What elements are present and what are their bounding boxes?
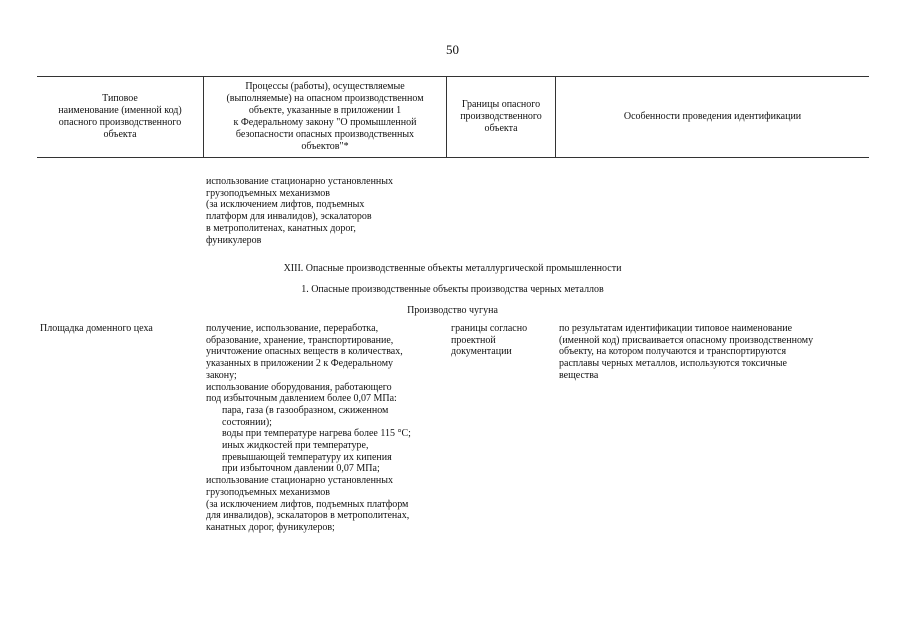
process-line: состоянии);	[222, 416, 272, 428]
boundary-line: границы согласно	[451, 323, 528, 334]
continued-line: платформ для инвалидов), эскалаторов	[206, 211, 372, 223]
header-line: производственного	[460, 111, 542, 122]
process-line: воды при температуре нагрева более 115 °С;	[222, 428, 411, 440]
header-line: Особенности проведения идентификации	[623, 111, 802, 122]
header-line: объекте, указанные в приложении 1	[248, 105, 402, 116]
header-line: безопасности опасных производственных	[235, 129, 415, 140]
boundary-line: проектной	[451, 334, 496, 346]
boundaries-cell	[451, 323, 527, 358]
header-line: Типовое	[102, 93, 138, 104]
header-line: Процессы (работы), осуществляемые	[245, 81, 405, 92]
process-line: пара, газа (в газообразном, сжиженном	[222, 404, 389, 416]
process-line: образование, хранение, транспортирование,	[206, 334, 394, 346]
header-col-features	[556, 76, 869, 158]
process-line: превышающей температуру их кипения	[222, 451, 392, 463]
header-line: наименование (именной код)	[58, 105, 182, 116]
feature-line: вещества	[559, 369, 599, 381]
process-line: закону;	[206, 369, 237, 381]
process-line: получение, использование, переработка,	[206, 323, 379, 334]
process-line: канатных дорог, фуникулеров;	[206, 521, 335, 533]
object-name-cell: Площадка доменного цеха	[40, 323, 153, 334]
header-col-boundaries	[447, 76, 555, 158]
continued-line: (за исключением лифтов, подъемных	[206, 199, 365, 211]
process-line: (за исключением лифтов, подъемных платформ	[206, 498, 409, 510]
feature-line: (именной код) присваивается опасному производственному	[559, 334, 814, 346]
feature-line: объекту, на котором получаются и транспортируются	[559, 346, 787, 358]
header-col-object-name	[37, 76, 203, 158]
group-title: Производство чугуна	[407, 305, 498, 316]
header-line: объектов"*	[301, 141, 349, 152]
header-line: опасного производственного	[58, 117, 182, 128]
process-line: иных жидкостей при температуре,	[222, 440, 369, 452]
process-line: использование оборудования, работающего	[206, 381, 392, 393]
features-cell	[559, 323, 813, 382]
continued-line: использование стационарно установленных	[206, 176, 393, 187]
continued-line: фуникулеров	[206, 234, 262, 246]
subsection-title: 1. Опасные производственные объекты производства черных металлов	[301, 284, 604, 295]
header-line: объекта	[484, 123, 518, 134]
header-line: к Федеральному закону "О промышленной	[233, 117, 417, 128]
header-line: Границы опасного	[461, 99, 541, 110]
processes-cell	[206, 323, 411, 534]
boundary-line: документации	[451, 346, 512, 358]
continued-line: грузоподъемных механизмов	[206, 187, 331, 199]
process-line: уничтожение опасных веществ в количествах,	[206, 346, 403, 358]
header-line: объекта	[103, 129, 137, 140]
process-line: при избыточном давлении 0,07 МПа;	[222, 463, 380, 475]
page-number: 50	[446, 42, 459, 57]
feature-line: по результатам идентификации типовое наименование	[559, 323, 793, 334]
section-title: XIII. Опасные производственные объекты металлургической промышленности	[283, 263, 622, 274]
header-line: (выполняемые) на опасном производственном	[226, 93, 424, 104]
process-line: указанных в приложении 2 к Федеральному	[206, 358, 394, 370]
process-line: использование стационарно установленных	[206, 475, 393, 487]
continued-processes	[206, 176, 393, 246]
process-line: грузоподъемных механизмов	[206, 486, 331, 498]
process-line: для инвалидов), эскалаторов в метрополитенах,	[206, 510, 410, 522]
continued-line: в метрополитенах, канатных дорог,	[206, 222, 356, 234]
process-line: под избыточным давлением более 0,07 МПа:	[206, 393, 397, 405]
header-col-processes	[204, 76, 446, 158]
feature-line: расплавы черных металлов, используются токсичные	[559, 358, 787, 370]
